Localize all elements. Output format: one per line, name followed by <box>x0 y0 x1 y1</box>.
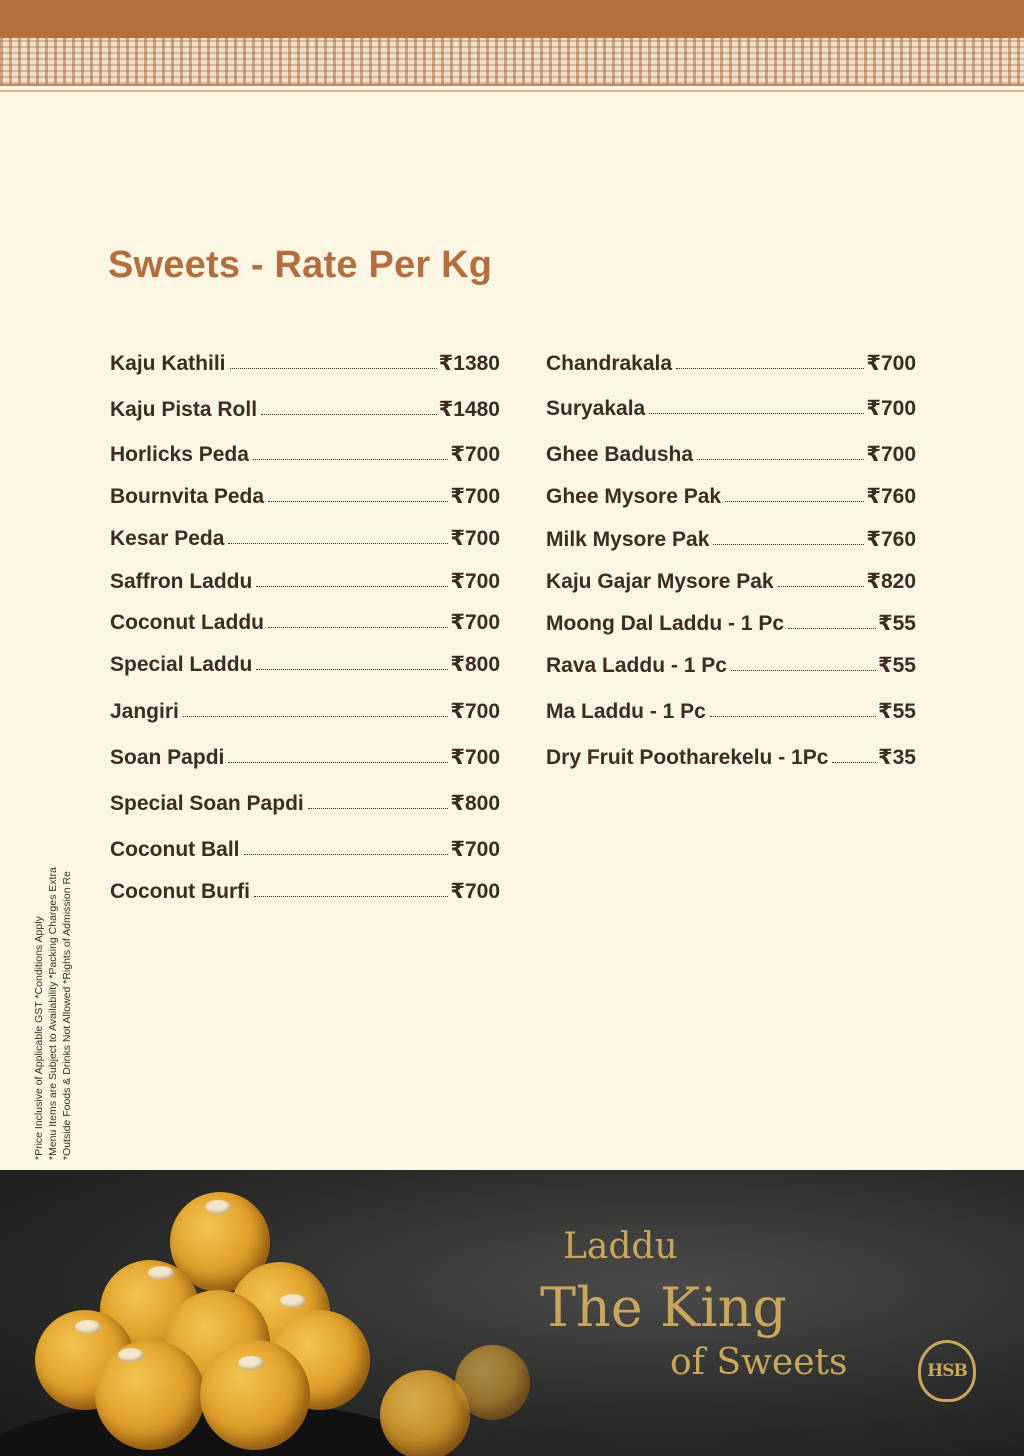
ornamental-border <box>0 36 1024 86</box>
menu-item <box>110 344 500 376</box>
item-price: ₹1480 <box>438 398 500 421</box>
item-price: ₹700 <box>866 397 916 420</box>
item-price: ₹1380 <box>438 352 500 375</box>
dot-leader <box>256 668 448 670</box>
menu-item <box>546 344 916 376</box>
item-name: Soan Papdi <box>110 746 225 769</box>
menu-item <box>546 562 916 594</box>
item-price: ₹700 <box>450 700 500 723</box>
item-price: ₹700 <box>450 746 500 769</box>
item-name: Milk Mysore Pak <box>546 528 710 551</box>
item-name: Coconut Burfi <box>110 880 250 903</box>
item-name: Saffron Laddu <box>110 570 253 593</box>
menu-item <box>546 738 916 770</box>
menu-item <box>110 784 500 816</box>
item-price: ₹700 <box>450 527 500 550</box>
item-price: ₹700 <box>450 485 500 508</box>
menu-item <box>546 435 916 467</box>
item-price: ₹55 <box>878 612 916 635</box>
item-name: Kaju Pista Roll <box>110 398 258 421</box>
dot-leader <box>261 413 437 415</box>
item-name: Ghee Mysore Pak <box>546 485 722 508</box>
menu-item <box>546 389 916 421</box>
item-name: Special Soan Papdi <box>110 792 304 815</box>
item-price: ₹700 <box>866 352 916 375</box>
item-name: Kesar Peda <box>110 527 225 550</box>
item-name: Jangiri <box>110 700 179 723</box>
item-name: Chandrakala <box>546 352 673 375</box>
dot-leader <box>710 715 876 717</box>
tagline-line-3: of Sweets <box>670 1342 848 1383</box>
item-price: ₹800 <box>450 792 500 815</box>
dot-leader <box>254 895 448 897</box>
menu-item <box>110 435 500 467</box>
menu-item <box>110 603 500 635</box>
disclaimer-line: *Menu Items are Subject to Availability *Packing Charges Extra <box>47 867 59 1160</box>
item-name: Bournvita Peda <box>110 485 265 508</box>
dot-leader <box>230 367 437 369</box>
item-name: Special Laddu <box>110 653 253 676</box>
dot-leader <box>183 715 448 717</box>
menu-item <box>546 604 916 636</box>
dot-leader <box>244 853 449 855</box>
dot-leader <box>778 585 865 587</box>
item-name: Dry Fruit Pootharekelu - 1Pc <box>546 746 829 769</box>
tagline-line-1: Laddu <box>563 1226 678 1267</box>
dot-leader <box>308 807 449 809</box>
item-price: ₹700 <box>866 443 916 466</box>
dot-leader <box>676 367 864 369</box>
disclaimer-notes <box>32 800 74 1160</box>
item-price: ₹55 <box>878 700 916 723</box>
menu-item <box>110 390 500 422</box>
top-border-band <box>0 0 1024 36</box>
ornament-divider <box>0 90 1024 92</box>
item-name: Ghee Badusha <box>546 443 694 466</box>
item-name: Coconut Laddu <box>110 611 264 634</box>
item-price: ₹700 <box>450 838 500 861</box>
menu-item <box>110 830 500 862</box>
dot-leader <box>256 585 448 587</box>
disclaimer-line: *Outside Foods & Drinks Not Allowed *Rights of Admission Re <box>61 871 73 1160</box>
item-name: Rava Laddu - 1 Pc <box>546 654 727 677</box>
dot-leader <box>268 500 448 502</box>
item-price: ₹800 <box>450 653 500 676</box>
item-price: ₹700 <box>450 443 500 466</box>
dot-leader <box>832 761 876 763</box>
dot-leader <box>649 412 864 414</box>
menu-item <box>546 692 916 724</box>
item-price: ₹55 <box>878 654 916 677</box>
disclaimer-line: *Price Inclusive of Applicable GST *Conditions Apply <box>33 916 45 1160</box>
item-name: Horlicks Peda <box>110 443 249 466</box>
menu-item <box>110 738 500 770</box>
menu-item <box>110 519 500 551</box>
dot-leader <box>228 542 448 544</box>
item-name: Kaju Gajar Mysore Pak <box>546 570 774 593</box>
dot-leader <box>725 500 864 502</box>
menu-item <box>546 520 916 552</box>
menu-item <box>546 646 916 678</box>
item-price: ₹700 <box>450 570 500 593</box>
dot-leader <box>731 669 876 671</box>
dot-leader <box>697 458 864 460</box>
menu-item <box>110 562 500 594</box>
item-name: Suryakala <box>546 397 646 420</box>
menu-item <box>110 645 500 677</box>
dot-leader <box>788 627 876 629</box>
item-name: Moong Dal Laddu - 1 Pc <box>546 612 785 635</box>
menu-item <box>110 692 500 724</box>
item-price: ₹700 <box>450 611 500 634</box>
dot-leader <box>253 458 448 460</box>
brand-logo: HSB <box>918 1340 976 1402</box>
item-name: Ma Laddu - 1 Pc <box>546 700 706 723</box>
item-name: Kaju Kathili <box>110 352 226 375</box>
item-price: ₹700 <box>450 880 500 903</box>
menu-item <box>546 477 916 509</box>
item-price: ₹820 <box>866 570 916 593</box>
footer-banner <box>0 1170 1024 1456</box>
menu-item <box>110 477 500 509</box>
dot-leader <box>268 626 448 628</box>
item-price: ₹760 <box>866 528 916 551</box>
menu-item <box>110 872 500 904</box>
menu-heading: Sweets - Rate Per Kg <box>108 244 493 286</box>
item-price: ₹760 <box>866 485 916 508</box>
dot-leader <box>713 543 864 545</box>
item-name: Coconut Ball <box>110 838 240 861</box>
item-price: ₹35 <box>878 746 916 769</box>
tagline-line-2: The King <box>540 1276 787 1339</box>
dot-leader <box>228 761 448 763</box>
